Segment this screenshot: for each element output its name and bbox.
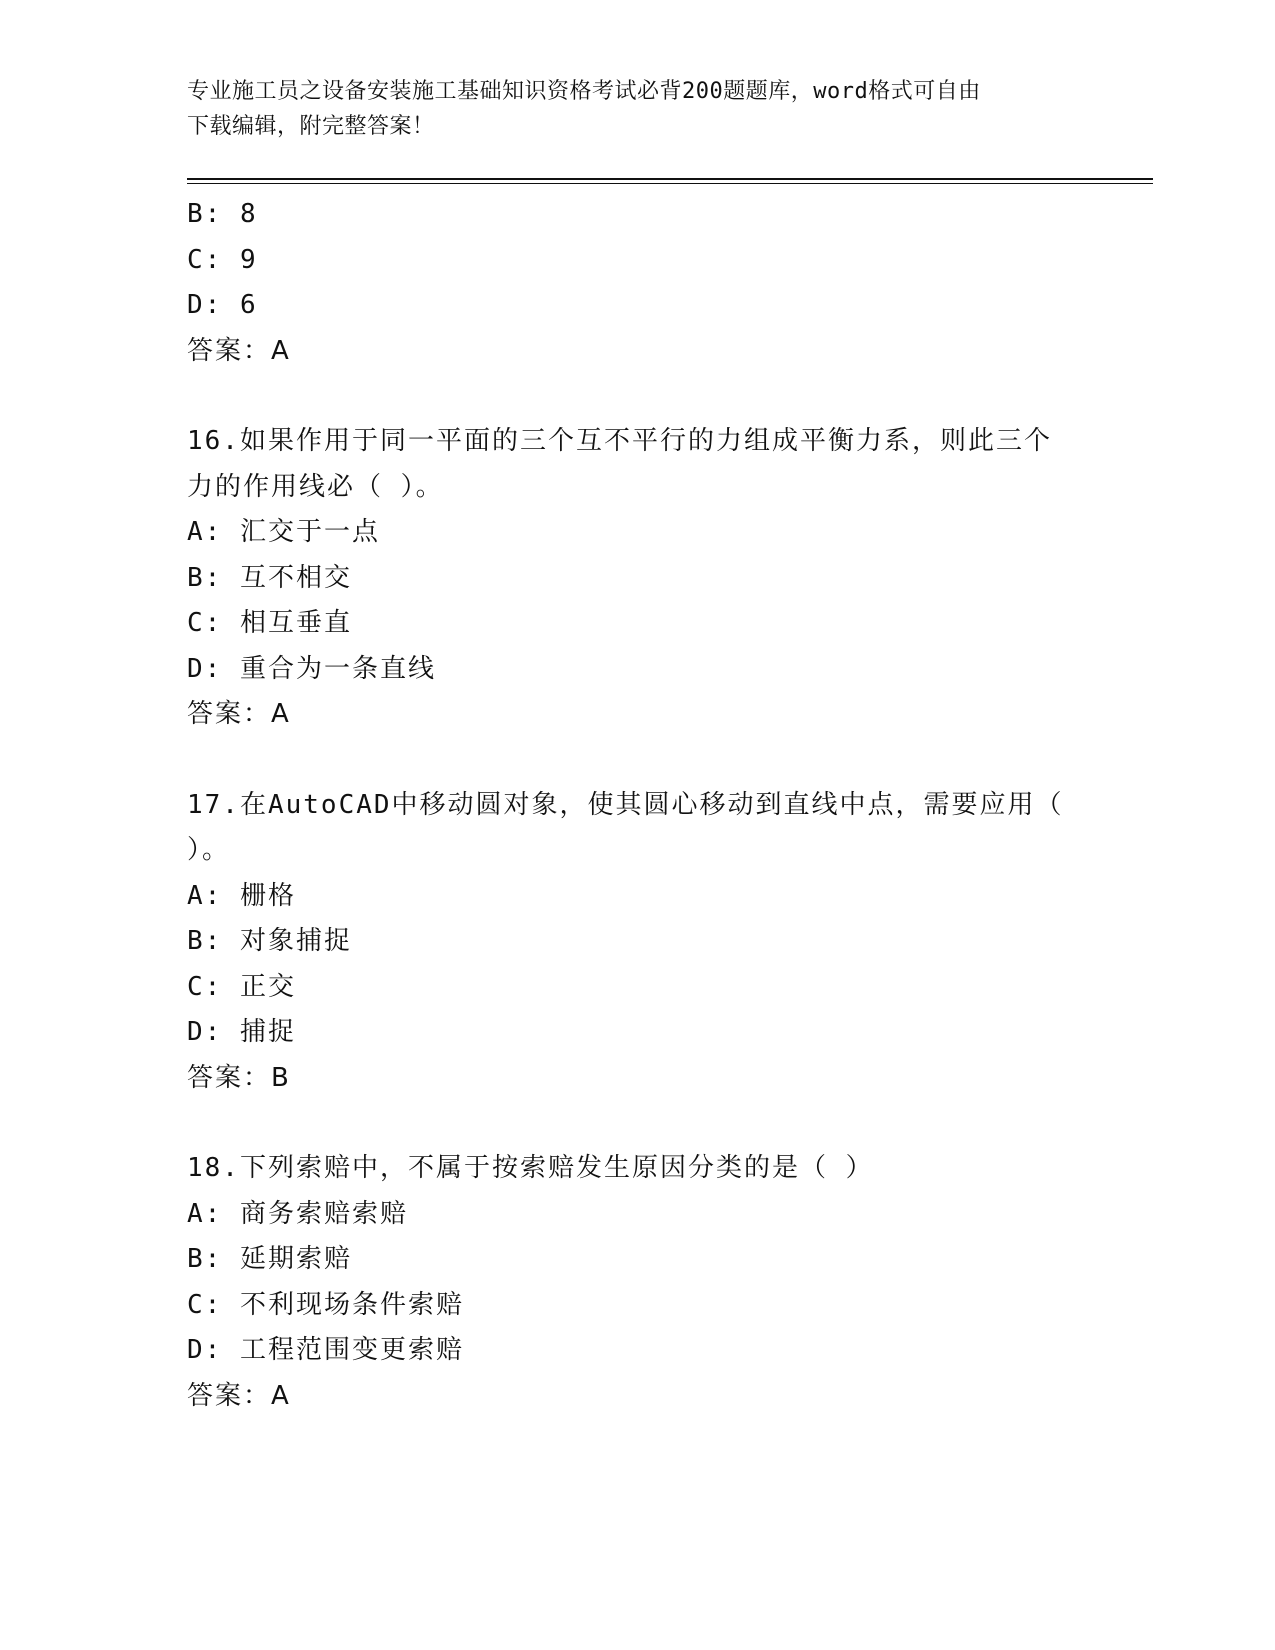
question-text-line: 16.如果作用于同一平面的三个互不平行的力组成平衡力系，则此三个 — [187, 426, 1052, 456]
option-d: D: 重合为一条直线 — [187, 653, 436, 684]
option-d: D: 捕捉 — [187, 1017, 296, 1047]
question-text-line: 17.在AutoCAD中移动圆对象，使其圆心移动到直线中点，需要应用（ — [187, 789, 1064, 820]
option-b: B: 互不相交 — [187, 562, 352, 593]
question-text-line: ）。 — [187, 835, 231, 865]
header-divider — [187, 178, 1153, 180]
header-line-1: 专业施工员之设备安装施工基础知识资格考试必背200题题库，word格式可自由 — [187, 79, 981, 104]
option-a: A: 栅格 — [187, 880, 296, 911]
option-d: D: 6 — [187, 290, 258, 320]
answer: 答案：A — [187, 335, 291, 366]
option-c: C: 不利现场条件索赔 — [187, 1289, 464, 1320]
option-c: C: 9 — [187, 244, 258, 275]
header-divider-thin — [187, 183, 1153, 184]
question-text-line: 力的作用线必（ ）。 — [187, 471, 444, 502]
previous-question-tail — [187, 192, 1087, 374]
option-b: B: 对象捕捉 — [187, 926, 352, 956]
option-d: D: 工程范围变更索赔 — [187, 1335, 464, 1365]
option-a: A: 商务索赔索赔 — [187, 1198, 408, 1229]
option-c: C: 正交 — [187, 971, 296, 1002]
question-text-line: 18.下列索赔中，不属于按索赔发生原因分类的是（ ） — [187, 1153, 874, 1183]
question-17 — [187, 783, 1087, 1102]
question-16 — [187, 419, 1087, 738]
question-list — [187, 192, 1087, 1419]
option-c: C: 相互垂直 — [187, 608, 352, 638]
option-b: B: 延期索赔 — [187, 1244, 352, 1274]
header-line-2: 下载编辑，附完整答案！ — [187, 114, 435, 139]
answer: 答案：A — [187, 1380, 291, 1411]
option-a: A: 汇交于一点 — [187, 517, 380, 547]
answer: 答案：B — [187, 1062, 291, 1093]
answer: 答案：A — [187, 699, 291, 729]
question-18 — [187, 1146, 1087, 1419]
option-b: B: 8 — [187, 199, 258, 229]
document-header — [187, 74, 1087, 144]
